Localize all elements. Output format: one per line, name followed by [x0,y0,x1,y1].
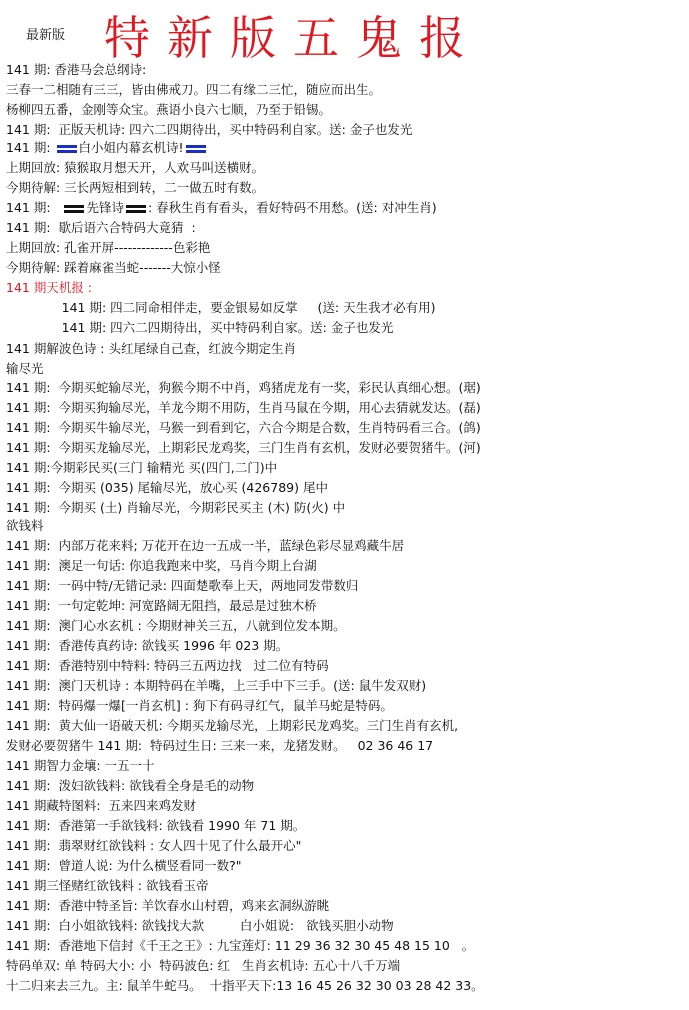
text-line-highlight: 141 期天机报 : [6,280,93,295]
text-line: 141 期: 香港马会总纲诗: [6,62,147,77]
text-line: 141 期: 今期买 (035) 尾输尽光，放心买 (426789) 尾中 [6,480,328,495]
double-bar-icon [57,145,77,153]
text-line: 141 期: 香港第一手欲钱料: 欲钱看 1990 年 71 期。 [6,818,306,833]
text-line: 三春一二相随有三三，皆由佛戒刀。四二有缘二三忙，随应而出生。 [6,82,382,97]
text-line: 141 期: 今期买狗输尽光，羊龙今期不用防，生肖马鼠在今期，用心去猜就发达。(磊) [6,400,481,415]
text-line: 141 期: 香港传真药诗: 欲钱买 1996 年 023 期。 [6,638,289,653]
text-line: 141 期: 曾道人说: 为什么横竖看同一数?" [6,858,242,873]
text-line: 今期待解: 踩着麻雀当蛇-------大惊小怪 [6,260,221,275]
line-prefix: 141 期: [6,200,63,215]
text-line: 141 期藏特图料: 五来四来鸡发财 [6,798,196,813]
text-line: 发财必要贺猪牛 141 期: 特码过生日: 三来一来，龙猪发财。 02 36 46 17 [6,738,434,753]
line-suffix: 先锋诗 [86,200,124,215]
text-line: 141 期: 正版天机诗: 四六二四期待出，买中特码利自家。送: 金子也发光 [6,122,413,137]
header [0,0,689,65]
text-line: 141 期:今期彩民买(三门 输精光 买(四门,二门)中 [6,460,278,475]
text-line: 141 期: 今期买牛输尽光，马猴一到看到它，六合今期是合数，生肖特码看三合。(鸽) [6,420,481,435]
text-line: 141 期: 四二同命相伴走，要金银易如反掌 (送: 天生我才必有用) [6,300,436,315]
text-line: 141 期智力金壤: 一五一十 [6,758,155,773]
text-line [6,198,686,218]
text-line: 141 期: 一码中特/无错记录: 四面楚歌奉上天，两地同发带数归 [6,578,359,593]
text-line: 141 期: 翡翠财红欲钱料 : 女人四十见了什么最开心" [6,838,302,853]
text-line: 141 期: 一句定乾坤: 河宽路阔无阻挡，最忌是过独木桥 [6,598,317,613]
text-line: 上期回放: 孔雀开屏-------------色彩艳 [6,240,211,255]
text-line: 141 期: 泼妇欲钱料: 欲钱看全身是毛的动物 [6,778,255,793]
page-title: 特新版五鬼报 [104,11,482,65]
line-suffix: 白小姐内幕玄机诗! [78,140,184,155]
text-line: 141 期: 澳门心水玄机 : 今期财神关三五，八就到位发本期。 [6,618,346,633]
text-line: 141 期: 内部万花来料; 万花开在边一五成一半，蓝绿色彩尽显鸡藏牛居 [6,538,405,553]
text-line: 特码单双: 单 特码大小: 小 特码波色: 红 生肖玄机诗: 五心十八千万端 [6,958,401,973]
line-prefix: 141 期: [6,140,55,155]
text-line: 141 期解波色诗 : 头红尾绿自己查，红波今期定生肖 [6,341,296,356]
text-line: 141 期三怪赌红欲钱料 : 欲钱看玉帝 [6,878,209,893]
text-line: 输尽光 [6,361,44,376]
text-line: 十二归来去三九。主: 鼠羊牛蛇马。 十指平天下:13 16 45 26 32 30 03 28 42 33。 [6,978,484,993]
double-bar-icon [64,205,84,213]
text-line: 上期回放: 猿猴取月想天开，人欢马叫送横财。 [6,160,265,175]
text-line: 141 期: 白小姐欲钱料: 欲钱找大款 白小姐说: 欲钱买胆小动物 [6,918,394,933]
text-line: 141 期: 黄大仙一语破天机: 今期买龙输尽光，上期彩民龙鸡奖。三门生肖有玄机, [6,718,459,733]
double-bar-icon [186,145,206,153]
text-line: 141 期: 今期买龙输尽光，上期彩民龙鸡奖，三门生肖有玄机，发财必要贺猪牛。(河) [6,440,481,455]
line-rest: : 春秋生肖有看头，看好特码不用愁。(送: 对冲生肖) [147,200,437,215]
double-bar-icon [126,205,146,213]
text-line: 141 期: 香港地下信封《千王之王》: 九宝莲灯: 11 29 36 32 30 45 48 15 10 。 [6,938,475,953]
text-line: 欲钱料 [6,518,44,533]
text-line: 今期待解: 三长两短相到转，二一做五时有数。 [6,180,265,195]
text-line: 141 期: 歇后语六合特码大竟猜 : [6,220,196,235]
text-line: 141 期: 香港中特圣旨: 羊饮春水山村碧，鸡来玄洞纵游眺 [6,898,330,913]
text-line: 杨柳四五番，金刚等众宝。燕语小良六七顺，乃至于铅锡。 [6,102,332,117]
text-line [6,138,686,158]
text-line: 141 期: 澳门天机诗 : 本期特码在羊嘴，上三手中下三手。(送: 鼠牛发双财) [6,678,427,693]
edition-label: 最新版 [26,28,66,43]
text-line: 141 期: 四六二四期待出，买中特码利自家。送: 金子也发光 [6,320,394,335]
text-line: 141 期: 香港特别中特料: 特码三五两边找 过二位有特码 [6,658,329,673]
text-line: 141 期: 今期买 (土) 肖输尽光，今期彩民买主 (木) 防(火) 中 [6,500,346,515]
text-line: 141 期: 今期买蛇输尽光，狗猴今期不中肖，鸡猪虎龙有一奖，彩民认真细心想。(琚) [6,380,481,395]
text-line: 141 期: 澳足一句话: 你追我跑来中奖，马肖今期上台湖 [6,558,317,573]
text-line: 141 期: 特码爆一爆[一肖玄机] : 狗下有码寻红气，鼠羊马蛇是特码。 [6,698,393,713]
